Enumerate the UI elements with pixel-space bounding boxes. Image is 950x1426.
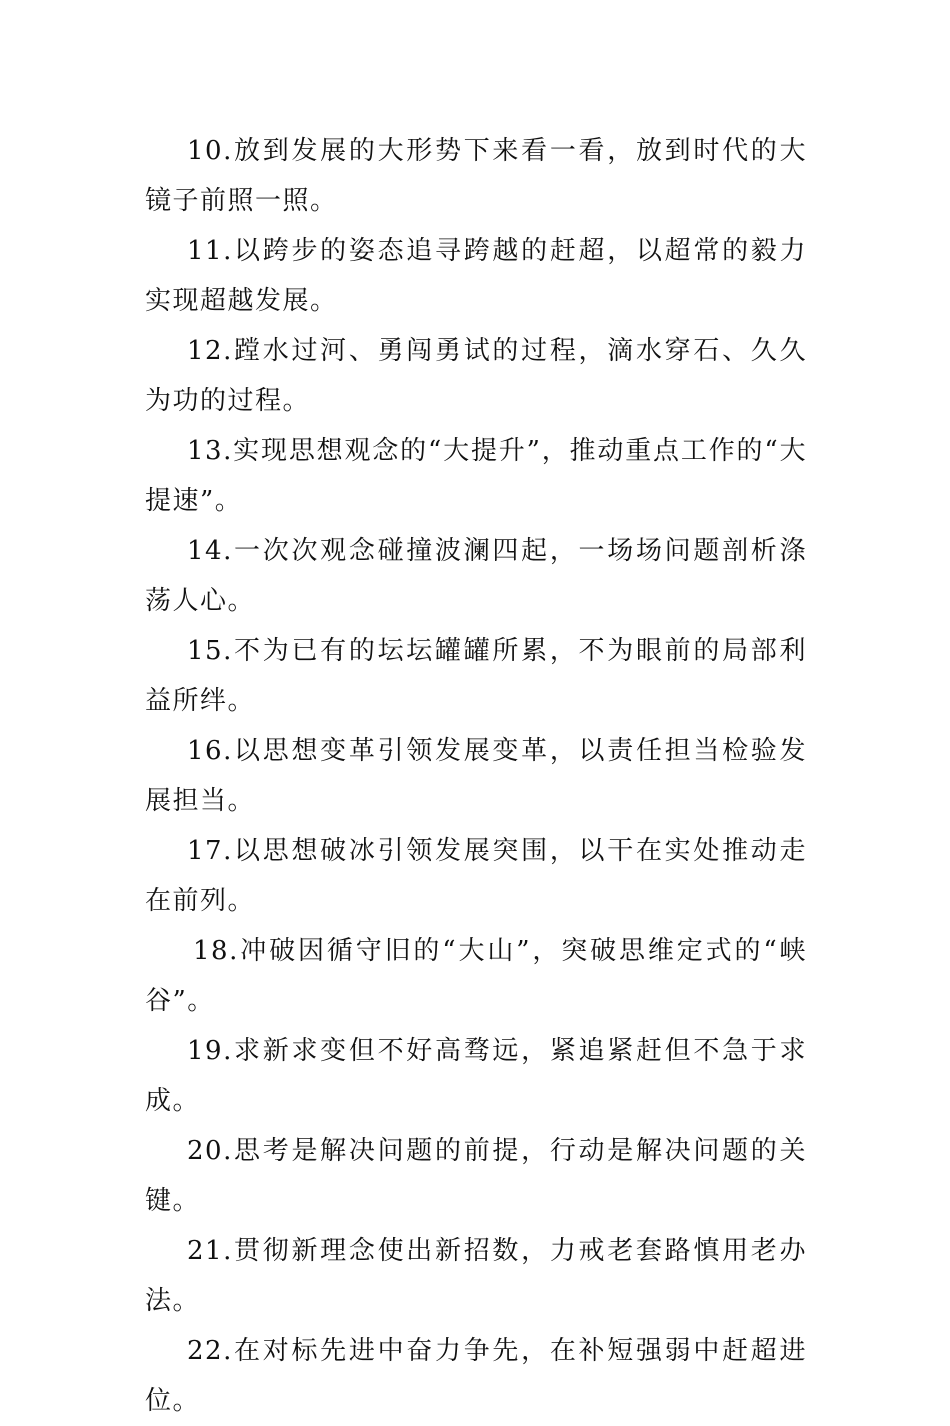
list-item-17: 17.以思想破冰引领发展突围，以干在实处推动走在前列。 bbox=[145, 836, 807, 916]
list-item-15: 15.不为已有的坛坛罐罐所累，不为眼前的局部利益所绊。 bbox=[145, 636, 807, 716]
list-item-13: 13.实现思想观念的“大提升”，推动重点工作的“大提速”。 bbox=[145, 436, 807, 516]
document-body bbox=[145, 126, 807, 1426]
list-item-14: 14.一次次观念碰撞波澜四起，一场场问题剖析涤荡人心。 bbox=[145, 536, 807, 616]
list-item-20: 20.思考是解决问题的前提，行动是解决问题的关键。 bbox=[145, 1136, 807, 1216]
list-item-21: 21.贯彻新理念使出新招数，力戒老套路慎用老办法。 bbox=[145, 1236, 807, 1316]
list-item-16: 16.以思想变革引领发展变革，以责任担当检验发展担当。 bbox=[145, 736, 807, 816]
list-item-22: 22.在对标先进中奋力争先，在补短强弱中赶超进位。 bbox=[145, 1336, 807, 1416]
list-item-11: 11.以跨步的姿态追寻跨越的赶超，以超常的毅力实现超越发展。 bbox=[145, 236, 807, 316]
list-item-18: 18.冲破因循守旧的“大山”，突破思维定式的“峡谷”。 bbox=[145, 936, 807, 1016]
list-item-10: 10.放到发展的大形势下来看一看，放到时代的大镜子前照一照。 bbox=[145, 136, 807, 216]
list-item-12: 12.蹚水过河、勇闯勇试的过程，滴水穿石、久久为功的过程。 bbox=[145, 336, 807, 416]
list-item-19: 19.求新求变但不好高骛远，紧追紧赶但不急于求成。 bbox=[145, 1036, 807, 1116]
